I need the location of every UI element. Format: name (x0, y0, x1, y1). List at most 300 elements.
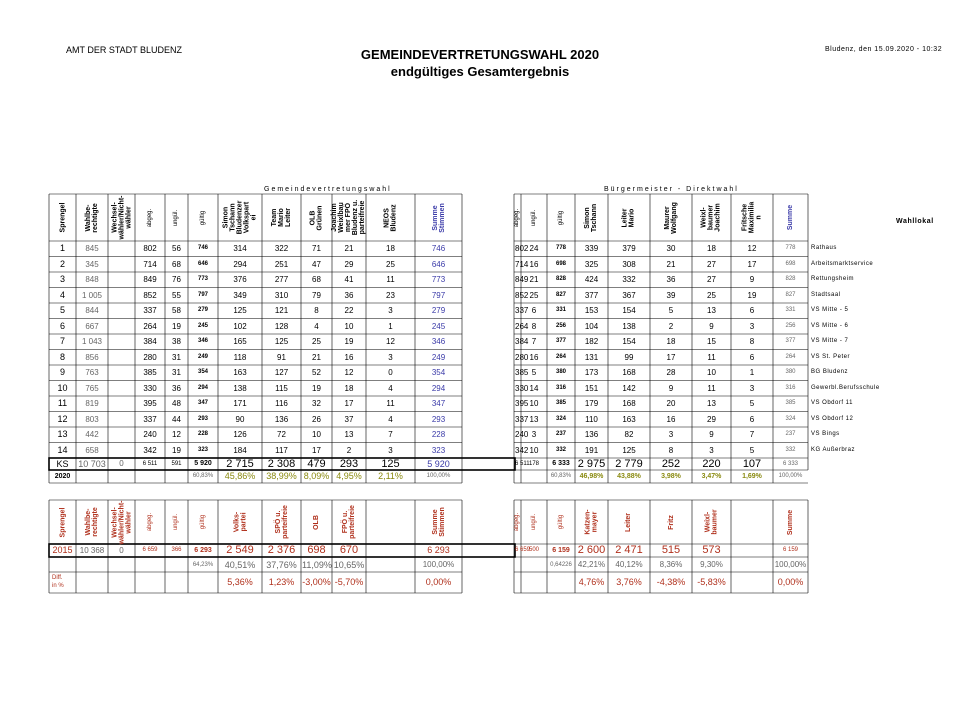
col2015-party-3-text: OLB (313, 514, 320, 530)
sprengel-number: 12 (57, 413, 68, 424)
wahlberechtigte: 1 043 (81, 337, 103, 346)
col2015-bm-ungueltig (521, 500, 547, 544)
bm-abgegeben: 330 (515, 383, 529, 393)
col2015-gueltig-text: gültig (200, 514, 206, 530)
col-wahlberechtigte (76, 194, 108, 241)
bm-ungueltig: 6 (531, 306, 537, 315)
party-votes: 37 (344, 414, 354, 424)
gueltig: 346 (197, 338, 208, 344)
subtitle: endgültiges Gesamtergebnis (390, 64, 570, 79)
party-votes: 79 (312, 290, 321, 300)
candidate-votes: 12 (747, 244, 757, 253)
candidate-votes: 1 (749, 368, 755, 377)
row2015-party-votes: 2 376 (267, 544, 296, 556)
col-summe (415, 194, 462, 241)
abgegeben: 395 (143, 399, 157, 408)
wahlberechtigte: 1 005 (81, 290, 103, 300)
col2015-party-1 (218, 500, 262, 544)
party-votes: 376 (233, 275, 247, 284)
bm-summe: 324 (785, 415, 796, 422)
pct2020-party: 38,99% (266, 471, 297, 481)
col-party-5 (366, 194, 415, 241)
candidate-votes: 15 (707, 337, 716, 346)
col2015-candidate-3-text: Fritz (667, 514, 675, 530)
bm-summe: 237 (785, 431, 796, 437)
candidate-votes: 2 (668, 321, 674, 331)
pct2020-candidate: 46,98% (579, 473, 604, 480)
bm-summe: 778 (785, 245, 796, 251)
row2015-bm-abgegeben: 6 659 (515, 547, 531, 553)
party-votes: 52 (312, 368, 321, 377)
col2015-party-2 (262, 500, 301, 544)
party-votes: 115 (275, 383, 288, 393)
bm-ungueltig: 14 (529, 383, 539, 393)
wechselwaehler (109, 443, 134, 459)
pct2015-candidate: 42,21% (577, 560, 606, 569)
col-wechselwaehler (108, 194, 135, 241)
col-ungueltig-text: ungül. (173, 209, 180, 226)
summe-stimmen: 323 (431, 445, 446, 455)
col2015-abgegeben-text: abgeg. (146, 512, 153, 532)
abgegeben: 384 (143, 337, 157, 346)
ungueltig: 19 (172, 445, 181, 455)
pct2015-candidate: 9,30% (700, 560, 723, 569)
row2015-candidate-votes: 2 471 (615, 544, 643, 556)
wechselwaehler (109, 241, 134, 257)
bm-gueltig: 377 (555, 338, 566, 344)
candidate-votes: 18 (707, 244, 716, 253)
row2015-party-votes: 2 549 (226, 544, 254, 556)
party-votes: 17 (312, 445, 321, 455)
gueltig: 646 (197, 260, 208, 267)
candidate-votes: 110 (585, 414, 598, 424)
bm-abgegeben: 280 (515, 352, 529, 362)
diff-candidate: -5,83% (697, 577, 726, 587)
row2015-party-votes: 698 (307, 544, 326, 556)
col2015-bm-abgegeben (514, 500, 521, 544)
sprengel-number: 4 (59, 289, 65, 300)
bm-abgegeben: 264 (515, 321, 529, 331)
col2015-bm-summe-text: Summe (786, 509, 794, 535)
col-candidate-1 (575, 194, 608, 241)
party-votes: 21 (312, 352, 321, 362)
candidate-votes: 17 (747, 259, 757, 269)
wahllokal: KG Außerbraz (811, 446, 856, 453)
col-candidate-3 (650, 194, 692, 241)
ungueltig: 36 (172, 383, 181, 393)
col-candidate-4-text: Weixl- baumer Joachim (701, 203, 722, 232)
ks-label: KS (56, 459, 69, 469)
diff-party: -5,70% (334, 577, 364, 587)
gueltig: 797 (197, 291, 208, 298)
ungueltig: 48 (172, 399, 181, 408)
candidate-votes: 18 (666, 337, 676, 346)
row2015-bm-ungueltig: 500 (528, 547, 539, 553)
ks-abgegeben: 6 511 (142, 461, 158, 467)
sprengel-number: 11 (57, 398, 68, 408)
summe-stimmen: 347 (431, 399, 446, 408)
bm-abgegeben: 802 (515, 244, 529, 253)
col2015-gueltig (188, 500, 218, 544)
gueltig: 347 (197, 400, 208, 406)
wechselwaehler (109, 334, 134, 350)
pct2015-party: 37,76% (266, 560, 297, 570)
ungueltig: 12 (172, 430, 181, 439)
party-votes: 322 (274, 244, 289, 253)
pct2020-candidate: 3,98% (661, 473, 681, 480)
pct2020-bm-gueltig: 60,83% (550, 473, 572, 479)
bm-ungueltig: 16 (529, 352, 539, 362)
col-party-1 (218, 194, 262, 241)
col2015-bm-abgegeben-text: abgeg. (514, 512, 521, 532)
col2015-candidate-2-text: Leiter (625, 512, 633, 532)
col2015-ungueltig (165, 500, 188, 544)
col-party-1-text: Simon Tschann Bludenzer Volkspart ei (222, 200, 258, 235)
abgegeben: 849 (143, 275, 157, 284)
summe-stimmen: 773 (431, 275, 446, 284)
bm-summe: 264 (785, 353, 796, 360)
abgegeben: 240 (143, 430, 157, 439)
pct2020-label: 2020 (54, 473, 71, 480)
col2015-summe (415, 500, 462, 544)
bm-gueltig: 380 (555, 369, 566, 375)
candidate-votes: 5 (749, 445, 755, 455)
bm-abgegeben: 240 (515, 430, 529, 439)
candidate-votes: 39 (666, 290, 676, 300)
col2015-party-2-text: SPÖ u. parteifreie (274, 505, 289, 539)
gueltig: 293 (197, 415, 208, 422)
party-votes: 349 (233, 290, 247, 300)
party-votes: 71 (312, 244, 321, 253)
wahllokal: VS Obdorf 11 (811, 400, 853, 406)
candidate-votes: 163 (622, 414, 636, 424)
diff-candidate: 3,76% (616, 577, 642, 587)
candidate-votes: 136 (584, 430, 599, 439)
sprengel-number: 5 (59, 305, 65, 315)
row2015-candidate-votes: 515 (661, 544, 681, 556)
wahllokal: VS Mitte - 5 (811, 307, 849, 313)
candidate-votes: 168 (622, 399, 636, 408)
row2015-party-votes (367, 544, 414, 557)
bm-summe: 256 (785, 322, 796, 329)
pct2015-candidate: 8,36% (659, 560, 683, 569)
title: GEMEINDEVERTRETUNGSWAHL 2020 (360, 47, 600, 62)
pct2020-gueltig: 60,83% (192, 473, 214, 479)
party-votes: 294 (233, 259, 247, 269)
candidate-votes: 179 (584, 399, 599, 408)
gueltig: 746 (197, 245, 208, 251)
wechselwaehler (109, 412, 134, 428)
abgegeben: 714 (143, 259, 157, 269)
pct2015-party: 10,65% (333, 560, 365, 570)
candidate-votes: 25 (707, 290, 716, 300)
col-party-2-text: Team Mario Leiter (271, 207, 292, 228)
candidate-votes: 142 (622, 383, 636, 393)
wechselwaehler (109, 381, 134, 397)
party-votes: 91 (277, 352, 286, 362)
pct2020-party: 2,11% (378, 471, 403, 481)
abgegeben: 264 (143, 321, 157, 331)
col-bm-ungueltig-text: ungül. (530, 209, 537, 226)
ungueltig: 44 (172, 414, 181, 424)
ungueltig: 38 (172, 337, 181, 346)
col2015-candidate-2 (608, 500, 650, 544)
wechselwaehler (109, 319, 134, 335)
col2015-ungueltig-text: ungül. (173, 513, 180, 531)
abgegeben: 280 (143, 352, 157, 362)
party-votes: 2 (346, 445, 352, 455)
wahllokal: VS Mitte - 6 (811, 322, 849, 329)
summe-stimmen: 294 (431, 383, 446, 393)
bm-abgegeben: 337 (515, 306, 529, 315)
summe-stimmen: 354 (431, 368, 446, 377)
party-votes: 8 (314, 306, 319, 315)
col-summe-text: Summe Stimmen (431, 202, 446, 233)
diff-candidate: 4,76% (578, 577, 605, 587)
party-votes: 10 (344, 321, 354, 331)
pct2015-summe: 100,00% (422, 560, 455, 569)
party-votes: 118 (233, 352, 247, 362)
row2015-abgegeben: 6 659 (142, 547, 158, 553)
wahllokal: Rettungsheim (811, 276, 855, 282)
candidate-votes: 154 (622, 337, 636, 346)
candidate-votes: 191 (584, 445, 599, 455)
party-votes: 125 (274, 337, 289, 346)
wahllokal: VS Obdorf 12 (811, 415, 854, 422)
pct2015-bm-gueltig: 0,64226 (550, 562, 572, 568)
bm-summe: 332 (785, 446, 796, 453)
bm-abgegeben: 395 (515, 399, 529, 408)
bm-summe: 316 (785, 384, 796, 391)
bm-ungueltig: 7 (531, 337, 537, 346)
col2015-candidate-4-text: Weixl- baumer (704, 509, 719, 535)
gueltig: 228 (197, 431, 208, 437)
row2015-label: 2015 (52, 545, 73, 555)
gueltig: 279 (197, 307, 208, 313)
party-votes: 12 (344, 368, 354, 377)
candidate-votes: 82 (624, 430, 634, 439)
summe-stimmen: 646 (431, 259, 446, 269)
wechselwaehler (109, 427, 134, 443)
ks-party-votes: 479 (307, 458, 326, 470)
bm-gueltig: 256 (555, 322, 566, 329)
wahllokal: Gewerbl.Berufsschule (811, 384, 880, 391)
summe-stimmen: 346 (431, 337, 446, 346)
col-candidate-5-text: Fritsche Maximilia n (741, 201, 763, 234)
col-bm-abgegeben (514, 194, 521, 241)
candidate-votes: 339 (584, 244, 599, 253)
row2015-bm-summe: 6 159 (782, 547, 798, 553)
col-party-2 (262, 194, 301, 241)
diff-label: Diff. in % (52, 575, 64, 589)
pct2020-bm-summe: 100,00% (778, 473, 803, 479)
party-votes: 29 (344, 259, 354, 269)
candidate-votes: 6 (749, 414, 755, 424)
row2015-candidate-votes: 2 600 (577, 544, 606, 556)
sprengel-number: 9 (59, 367, 65, 377)
pct2020-party: 4,95% (336, 471, 362, 481)
col2015-wahlberechtigte (76, 500, 108, 544)
bm-abgegeben: 852 (515, 290, 529, 300)
pct2015-party: 11,09% (302, 560, 332, 570)
party-votes: 41 (344, 275, 354, 284)
party-votes: 18 (386, 244, 395, 253)
wechselwaehler (109, 396, 134, 412)
col-abgegeben (135, 194, 165, 241)
col-bm-ungueltig (521, 194, 547, 241)
col2015-summe-text: Summe Stimmen (431, 507, 446, 537)
col2015-candidate-1-text: Katzen- mayer (584, 509, 599, 535)
wahlberechtigte: 763 (85, 368, 99, 377)
print-date: Bludenz, den 15.09.2020 - 10:32 (825, 46, 943, 53)
party-votes: 26 (312, 414, 321, 424)
col-wahllokal: Wahllokal (896, 218, 934, 225)
abgegeben: 337 (143, 414, 157, 424)
candidate-votes: 9 (668, 383, 674, 393)
pct2015-candidate (732, 558, 772, 572)
ks-summe: 5 920 (427, 459, 450, 469)
party-votes: 11 (386, 399, 395, 408)
abgegeben: 330 (143, 383, 157, 393)
col2015-party-4-text: FPÖ u. parteifreie (341, 505, 356, 539)
candidate-votes: 377 (584, 290, 599, 300)
party-votes: 117 (275, 445, 288, 455)
bm-ungueltig: 16 (529, 259, 539, 269)
col-party-4 (332, 194, 366, 241)
party-votes: 136 (274, 414, 289, 424)
sprengel-number: 3 (59, 274, 65, 284)
candidate-votes: 125 (622, 445, 636, 455)
diff-party: -3,00% (302, 577, 331, 587)
candidate-votes: 9 (709, 321, 714, 331)
candidate-votes: 36 (666, 275, 676, 284)
ungueltig: 31 (172, 352, 181, 362)
gueltig: 249 (197, 353, 208, 360)
col2015-candidate-5 (731, 500, 773, 544)
candidate-votes: 17 (666, 352, 676, 362)
wahlberechtigte: 658 (85, 445, 99, 455)
bm-gueltig: 827 (555, 291, 566, 298)
col-candidate-4 (692, 194, 731, 241)
section-gemeindevertretung: Gemeindevertretungswahl (264, 186, 392, 193)
bm-abgegeben: 384 (515, 337, 529, 346)
sprengel-number: 8 (59, 351, 65, 362)
abgegeben: 342 (143, 445, 157, 455)
pct2020-summe: 100,00% (426, 473, 451, 479)
candidate-votes: 5 (668, 306, 674, 315)
party-votes: 184 (233, 445, 247, 455)
diff-candidate: -4,38% (656, 577, 686, 587)
candidate-votes: 367 (622, 290, 636, 300)
candidate-votes: 154 (622, 306, 636, 315)
bm-gueltig: 237 (555, 431, 566, 437)
col2015-bm-gueltig-text: gültig (558, 514, 564, 530)
wahllokal: BG Bludenz (811, 369, 849, 375)
party-votes: 13 (344, 430, 354, 439)
bm-summe: 827 (785, 291, 796, 298)
candidate-votes: 151 (584, 383, 599, 393)
row2015-candidate-votes: 573 (702, 544, 721, 556)
diff-party: 5,36% (227, 577, 253, 587)
candidate-votes: 16 (666, 414, 676, 424)
summe-stimmen: 228 (431, 430, 446, 439)
party-votes: 11 (386, 275, 395, 284)
wechselwaehler (109, 303, 134, 319)
col2015-sprengel (49, 500, 76, 544)
candidate-votes: 27 (707, 259, 716, 269)
col2015-bm-gueltig (547, 500, 575, 544)
col2015-candidate-1 (575, 500, 608, 544)
party-votes: 21 (344, 244, 354, 253)
bm-gueltig: 331 (555, 307, 566, 313)
bm-ungueltig: 10 (529, 445, 539, 455)
wahllokal: VS St. Peter (811, 353, 851, 360)
bm-abgegeben: 849 (515, 275, 529, 284)
party-votes: 25 (312, 337, 321, 346)
col2015-party-4 (332, 500, 366, 544)
party-votes: 47 (312, 259, 321, 269)
col-gueltig-text: gültig (200, 210, 206, 225)
col2015-sprengel-text: Sprengel (59, 507, 67, 537)
candidate-votes: 3 (749, 383, 755, 393)
candidate-votes: 138 (622, 321, 636, 331)
candidate-votes: 332 (622, 275, 636, 284)
pct2015-bm-summe: 100,00% (774, 560, 807, 569)
wechselwaehler (109, 288, 134, 304)
wechselwaehler (109, 350, 134, 366)
bm-ungueltig: 21 (529, 275, 539, 284)
row2015-summe: 6 293 (427, 545, 450, 555)
row2015-candidate-votes (732, 544, 772, 557)
pct2020-candidate: 1,69% (742, 473, 762, 480)
abgegeben: 802 (143, 244, 157, 253)
summe-stimmen: 746 (431, 244, 446, 253)
wahllokal: VS Mitte - 7 (811, 338, 849, 344)
col-wahlberechtigte-text: Wahlbe- rechtigte (85, 202, 99, 233)
ungueltig: 19 (172, 321, 181, 331)
candidate-votes: 9 (709, 430, 714, 439)
candidate-votes: 379 (622, 244, 636, 253)
col-party-5-text: NEOS Bludenz (383, 203, 398, 232)
col-gueltig (188, 194, 218, 241)
candidate-votes: 8 (668, 445, 674, 455)
ks-bm-ungueltig: 178 (528, 461, 539, 467)
party-votes: 36 (344, 290, 354, 300)
party-votes: 25 (386, 259, 395, 269)
ks-party-votes: 2 308 (267, 458, 296, 470)
candidate-votes: 308 (622, 259, 636, 269)
gueltig: 323 (197, 446, 208, 453)
col2015-wechselwaehler (108, 500, 135, 544)
wahllokal: Stadtsaal (811, 291, 841, 298)
summe-stimmen: 245 (431, 321, 446, 331)
gueltig: 354 (197, 369, 208, 375)
gueltig: 294 (197, 384, 208, 391)
bm-gueltig: 316 (555, 384, 566, 391)
wahlberechtigte: 819 (85, 399, 99, 408)
bm-summe: 698 (785, 260, 796, 267)
bm-gueltig: 324 (555, 415, 566, 422)
bm-gueltig: 332 (555, 446, 566, 453)
ks-bm-summe: 6 333 (782, 461, 798, 467)
summe-stimmen: 797 (431, 290, 446, 300)
row2015-wechselwaehler: 0 (119, 546, 124, 555)
ks-ungueltig: 591 (171, 461, 182, 467)
col2015-party-3 (301, 500, 332, 544)
ks-party-votes: 293 (339, 458, 359, 470)
col-bm-summe-text: Summe (786, 204, 794, 231)
wechselwaehler (109, 365, 134, 381)
